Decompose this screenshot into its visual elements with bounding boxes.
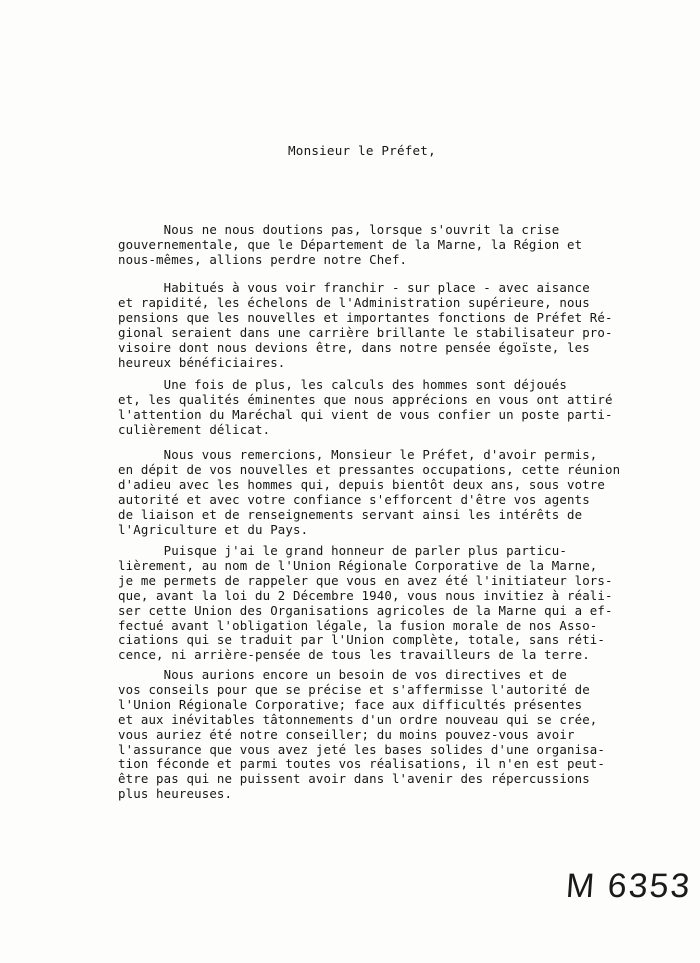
text-line: d'adieu avec les hommes qui, depuis bientôt deux ans, sous votre [118,476,606,492]
text-line: fectué avant l'obligation légale, la fusion morale de nos Asso- [118,617,598,633]
text-line: gional seraient dans une carrière brillante le stabilisateur pro- [118,324,613,340]
text-line: pensions que les nouvelles et importantes fonctions de Préfet Ré- [118,309,613,325]
text-line: Nous ne nous doutions pas, lorsque s'ouvrit la crise [118,222,560,237]
text-line: de liaison et de renseignements servant ainsi les intérêts de [118,506,583,522]
text-line: être pas qui ne puissent avoir dans l'avenir des répercussions [118,771,590,787]
text-line: Puisque j'ai le grand honneur de parler plus particu- [118,543,567,558]
text-line: heureux bénéficiaires. [118,354,286,370]
text-line: ciations qui se traduit par l'Union complète, totale, sans réti- [118,632,606,648]
text-line: Nous aurions encore un besoin de vos directives et de [118,667,567,682]
text-line: je me permets de rappeler que vous en avez été l'initiateur lors- [118,572,613,588]
text-line: Habitués à vous voir franchir - sur place - avec aisance [118,280,590,295]
paragraph-6 [118,668,638,802]
salutation: Monsieur le Préfet, [288,143,436,158]
text-line: que, avant la loi du 2 Décembre 1940, vous nous invitiez à réali- [118,587,613,603]
text-line: et aux inévitables tâtonnements d'un ordre nouveau qui se crée, [118,711,598,727]
paragraph-2 [118,281,638,370]
text-line: autorité et avec votre confiance s'efforcent d'être vos agents [118,491,590,507]
text-line: lièrement, au nom de l'Union Régionale Corporative de la Marne, [118,557,598,573]
text-line: gouvernementale, que le Département de la Marne, la Région et [118,236,583,252]
text-line: cence, ni arrière-pensée de tous les travailleurs de la terre. [118,647,590,663]
text-line: culièrement délicat. [118,421,271,437]
text-line: vos conseils pour que se précise et s'affermisse l'autorité de [118,681,590,697]
paragraph-1 [118,223,638,268]
text-line: tion féconde et parmi toutes vos réalisations, il n'en est peut- [118,756,606,772]
text-line: et rapidité, les échelons de l'Administration supérieure, nous [118,294,590,310]
text-line: l'Agriculture et du Pays. [118,521,309,537]
text-line: Nous vous remercions, Monsieur le Préfet, d'avoir permis, [118,447,598,462]
text-line: l'attention du Maréchal qui vient de vous confier un poste parti- [118,406,613,422]
text-line: plus heureuses. [118,786,233,802]
text-line: ser cette Union des Organisations agricoles de la Marne qui a ef- [118,602,613,618]
paragraph-4 [118,448,638,537]
text-line: l'Union Régionale Corporative; face aux difficultés présentes [118,696,583,712]
text-line: nous-mêmes, allions perdre notre Chef. [118,251,408,267]
text-line: vous auriez été notre conseiller; du moins pouvez-vous avoir [118,726,575,742]
paragraph-5 [118,544,638,663]
paragraph-3 [118,378,638,438]
text-line: Une fois de plus, les calculs des hommes sont déjoués [118,377,567,392]
text-line: en dépit de vos nouvelles et pressantes occupations, cette réunion [118,461,621,477]
text-line: visoire dont nous devions être, dans notre pensée égoïste, les [118,339,590,355]
text-line: et, les qualités éminentes que nous apprécions en vous ont attiré [118,391,613,407]
text-line: l'assurance que vous avez jeté les bases solides d'une organisa- [118,741,606,757]
handwritten-reference: M 6353 [564,867,693,905]
